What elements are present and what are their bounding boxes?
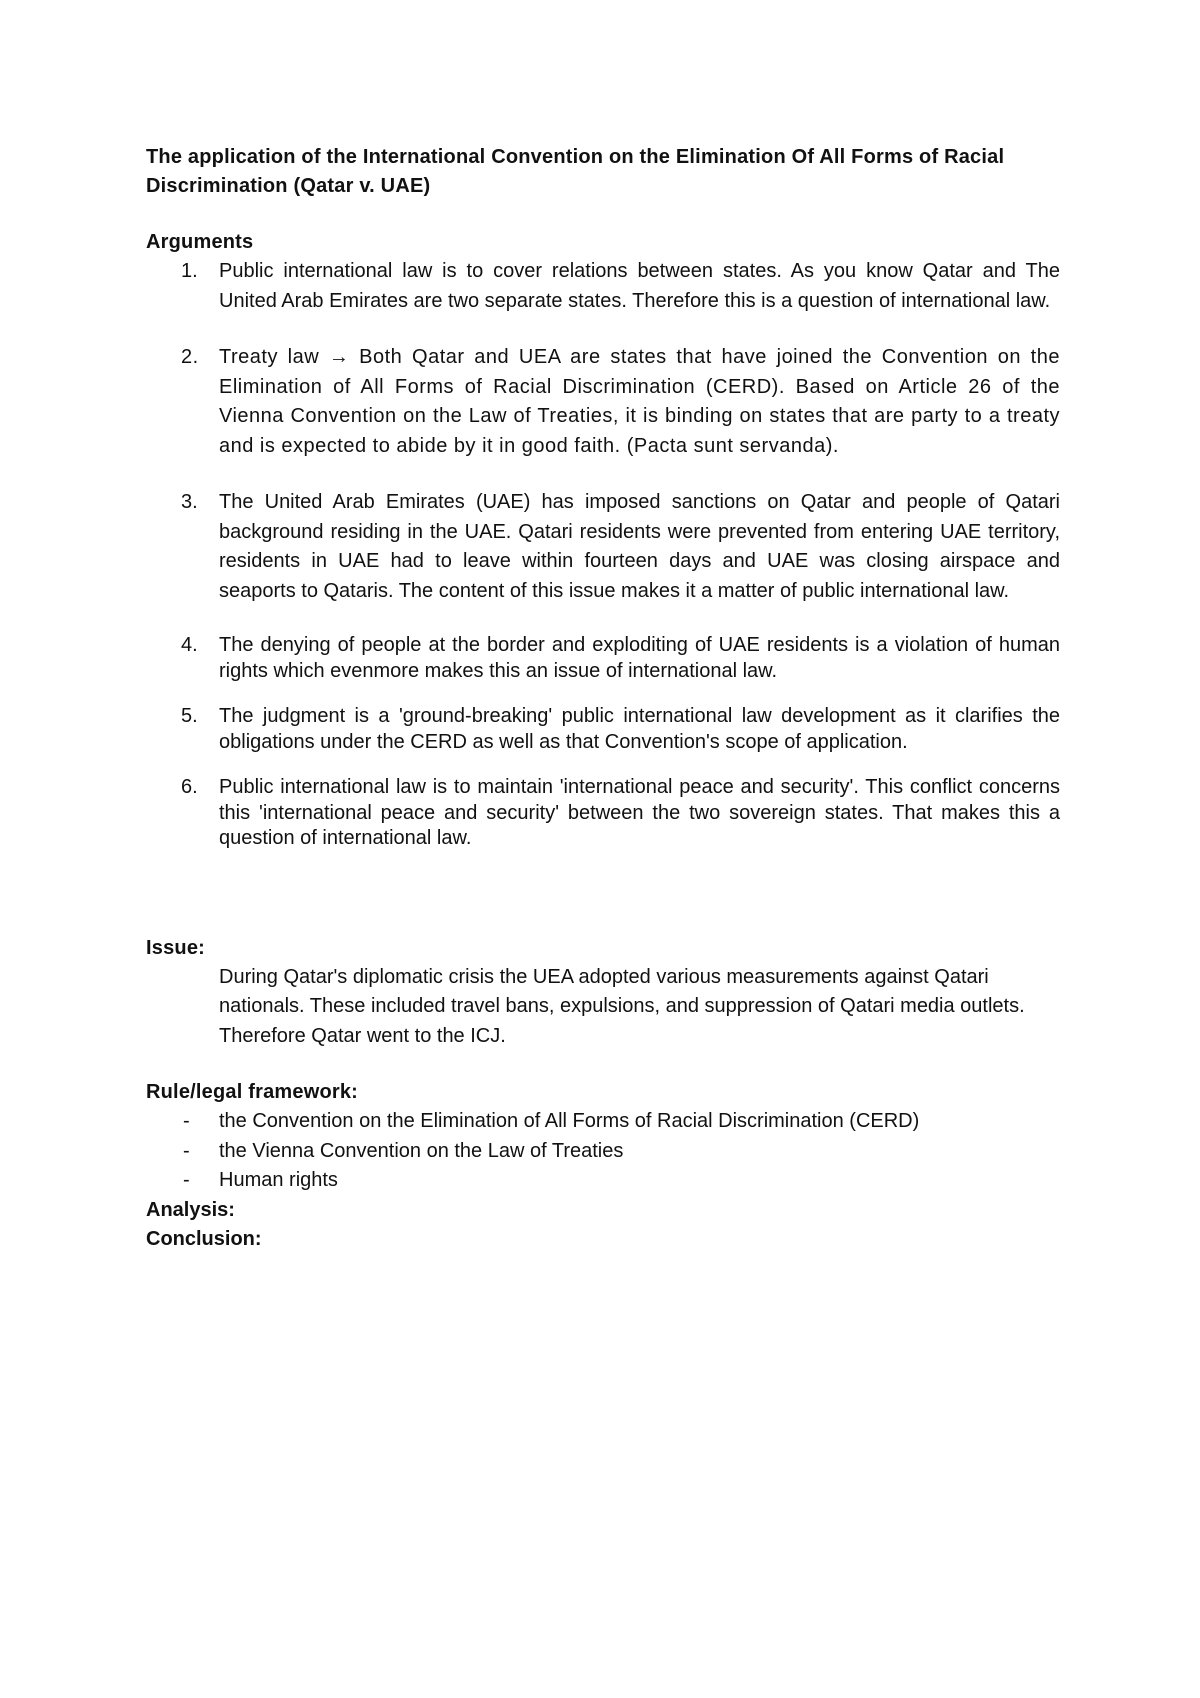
argument-number: 1. — [181, 260, 198, 282]
rule-item — [146, 1137, 1060, 1167]
rule-bullet: - — [183, 1139, 190, 1162]
argument-text: The United Arab Emirates (UAE) has imposed sanctions on Qatar and people of Qatari background residing in the UAE. Qatari residents were prevented from entering UAE territory, residents in UAE had to leave within fourteen days and UAE was closing airspace and seaports to Qataris. The content of this issue makes it a matter of public international law. — [219, 491, 1060, 602]
document-title: The application of the International Convention on the Elimination Of All Forms of Racial Discrimination (Qatar v. UAE) — [146, 146, 1005, 197]
rule-bullet: - — [183, 1169, 190, 1191]
arguments-list — [146, 257, 1060, 852]
argument-text: Public international law is to cover relations between states. As you know Qatar and The United Arab Emirates are two separate states. Therefore this is a question of international law. — [219, 260, 1060, 312]
argument-item — [146, 257, 1060, 316]
argument-text: Treaty law → Both Qatar and UEA are states that have joined the Convention on the Elimination of All Forms of Racial Discrimination (CERD). Based on Article 26 of the Vienna Convention on the Law of Treaties, it is binding on states that are party to a treaty and is expected to abide by it in good faith. (Pacta sunt servanda). — [219, 346, 1060, 457]
rule-text: Human rights — [219, 1169, 338, 1191]
conclusion-heading: Conclusion: — [146, 1228, 262, 1250]
argument-item — [146, 343, 1060, 461]
argument-item — [146, 704, 1060, 755]
analysis-heading: Analysis: — [146, 1198, 235, 1221]
rules-list — [146, 1107, 1060, 1196]
argument-text: The denying of people at the border and exploditing of UAE residents is a violation of human rights which evenmore makes this an issue of international law. — [219, 634, 1060, 682]
argument-number: 5. — [181, 705, 198, 727]
argument-number: 6. — [181, 776, 198, 798]
argument-number: 2. — [181, 346, 199, 368]
rule-bullet: - — [183, 1110, 190, 1132]
argument-text: Public international law is to maintain 'international peace and security'. This conflict concerns this 'international peace and security' between the two sovereign states. That makes this a question of international law. — [219, 776, 1060, 849]
rule-item — [146, 1166, 1060, 1196]
rule-item — [146, 1107, 1060, 1137]
rule-text: the Convention on the Elimination of All Forms of Racial Discrimination (CERD) — [219, 1110, 920, 1132]
argument-number: 3. — [181, 491, 198, 513]
arguments-heading: Arguments — [146, 231, 254, 253]
rule-heading: Rule/legal framework: — [146, 1081, 359, 1103]
issue-text: During Qatar's diplomatic crisis the UEA adopted various measurements against Qatari nationals. These included travel bans, expulsions, and suppression of Qatari media outlets. Therefore Qatar went to the ICJ. — [219, 965, 1025, 1047]
document-content — [146, 143, 1060, 1255]
argument-item — [146, 633, 1060, 684]
argument-text: The judgment is a 'ground-breaking' public international law development as it clarifies the obligations under the CERD as well as that Convention's scope of application. — [219, 705, 1060, 753]
rule-text: the Vienna Convention on the Law of Treaties — [219, 1139, 624, 1162]
issue-heading: Issue: — [146, 936, 206, 959]
argument-item — [146, 775, 1060, 852]
argument-item — [146, 488, 1060, 606]
argument-number: 4. — [181, 634, 198, 656]
